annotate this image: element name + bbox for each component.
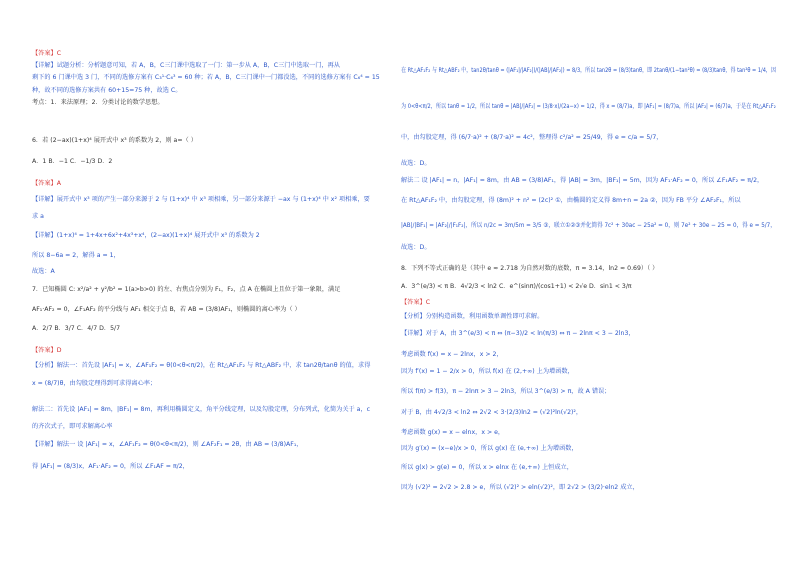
left-text-line: 故选：A (32, 268, 55, 275)
right-text-line: 因为 g′(x) = (x−e)/x > 0，所以 g(x) 在 (e,+∞) 上为增函数， (401, 445, 578, 452)
left-text-line: x = (8/7)θ，由勾股定理得到可求得离心率； (32, 380, 157, 387)
left-text-line: 【答案】A (32, 180, 61, 187)
left-text-line: 种，故不同的选修方案共有 60+15=75 种，故选 C。 (32, 87, 182, 94)
right-text-line: 因为 f′(x) = 1 − 2/x > 0，所以 f(x) 在 (2,+∞) 上为增函数， (401, 368, 574, 375)
right-text-line: |AB|/|BF₁| = |AF₂|/|F₁F₂|，所以 n/2c = 3m/5m = 3/5 ③，联立①②③并化简得 7c² + 30ac − 25a² = 0，则 7e² + 30e − 25 = 0，得 e = 5/7， (401, 222, 776, 229)
right-text-line: 所以 f(π) > f(3)，π − 2lnπ > 3 − 2ln3，所以 3^(e/3) > π，故 A 错误； (401, 388, 611, 395)
right-column (401, 0, 776, 562)
right-text-line: 因为 (√2)² = 2√2 > 2.8 > e，所以 (√2)² > eln(√2)²，即 2√2 > (3/2)·eln2 成立， (401, 484, 639, 491)
right-text-line: 对于 B，由 4√2/3 < ln2 ⇔ 2√2 < 3·(2/3)ln2 = (√2)²ln(√2)²， (401, 409, 583, 416)
left-text-line: AF₁·AF₂ = 0，∠F₁AF₂ 的平分线与 AF₁ 相交于点 B，若 AB = (3/8)AF₁，则椭圆的离心率为（ ） (32, 306, 301, 313)
left-text-line: 【详解】试题分析：分析题意可知，若 A，B，C三门课中选取了一门：第一步从 A，B，C三门中选取一门，再从 (32, 62, 340, 69)
left-text-line: 【详解】展开式中 x³ 项的产生一部分来源于 2 与 (1+x)⁴ 中 x³ 项相乘，另一部分来源于 −ax 与 (1+x)⁴ 中 x² 项相乘，要 (32, 196, 370, 203)
left-text-line: 得 |AF₁| = (8/3)x，AF₁·AF₂ = 0，所以 ∠F₁AF = π/2， (32, 463, 189, 470)
right-text-line: 8．下列不等式正确的是（其中 e ≈ 2.718 为自然对数的底数，π ≈ 3.14，ln2 ≈ 0.69）（ ） (401, 265, 659, 272)
right-text-line: 【详解】对于 A，由 3^(e/3) < π ⇔ (π−3)/2 < ln(π/3) ⇔ π − 2lnπ < 3 − 2ln3， (401, 330, 635, 337)
left-text-line: 【分析】解法一：首先设 |AF₁| = x，∠AF₁F₂ = θ(0<θ<π/2)，在 Rt△AF₁F₂ 与 Rt△ABF₂ 中，求 tan2θ/tanθ 的值，求得 (32, 362, 371, 369)
left-text-line: 所以 8−6a = 2，解得 a = 1， (32, 252, 120, 259)
right-text-line: 故选：D。 (401, 244, 431, 251)
right-text-line: 为 0<θ<π/2，所以 tanθ = 1/2，所以 tanθ = |AB|/|AF₂| = (3/8·x)/(2a−x) = 1/2，得 x = (8/7)a，即 |AF₁| = (8/7)a，所以 |AF₂| = (6/7)a，于是在 Rt△AF₁F₂ (401, 103, 776, 110)
right-text-line: 【答案】C (401, 299, 431, 306)
left-text-line: 7．已知椭圆 C: x²/a² + y²/b² = 1(a>b>0) 的左、右焦点分别为 F₁，F₂，点 A 在椭圆上且位于第一象限，满足 (32, 286, 341, 293)
right-text-line: A．3^(e/3) < π B．4√2/3 < ln2 C．e^(sinπ)/(cos1+1) < 2√e D．sin1 < 3/π (401, 283, 632, 290)
right-text-line: 在 Rt△AF₁F₂ 中，由勾股定理，得 (8m)² + n² = (2c)² ①，由椭圆的定义得 8m+n = 2a ②，因为 FB 平分 ∠AF₂F₁，所以 (401, 197, 741, 204)
left-text-line: 【详解】(1+x)⁴ = 1+4x+6x²+4x³+x⁴，(2−ax)(1+x)⁴ 展开式中 x³ 的系数为 2 (32, 232, 260, 239)
right-text-line: 所以 g(x) > g(e) = 0，所以 x > elnx 在 (e,+∞) 上恒成立， (401, 464, 573, 471)
left-text-line: 6．若 (2−ax)(1+x)⁴ 展开式中 x³ 的系数为 2，则 a=（ ） (32, 137, 197, 144)
left-text-line: 【详解】解法一 设 |AF₁| = x，∠AF₁F₂ = θ(0<θ<π/2)，则 ∠AF₂F₁ = 2θ，由 AB = (3/8)AF₁， (32, 441, 303, 448)
left-text-line: 求 a (32, 213, 44, 220)
left-column (32, 0, 407, 562)
right-text-line: 考虑函数 g(x) = x − elnx，x > e， (401, 429, 505, 436)
left-text-line: A．2/7 B．3/7 C．4/7 D．5/7 (32, 325, 121, 332)
left-text-line: 解法二：首先设 |AF₁| = 8m，|BF₁| = 8m，再利用椭圆定义，角平分线定理，以及勾股定理，分布列式，化简为关于 a，c (32, 406, 371, 413)
right-text-line: 在 Rt△AF₁F₂ 与 Rt△ABF₂ 中，tan2θ/tanθ = (|AF₁|/|AF₂|)/(|AB|/|AF₂|) = 8/3，所以 tan2θ = (8/3)tanθ，即 2tanθ/(1−tan²θ) = (8/3)tanθ，得 tan²θ = 1/4，因 (401, 67, 776, 74)
left-text-line: A．1 B．−1 C．−1/3 D．2 (32, 158, 113, 165)
right-text-line: 中，由勾股定理，得 (6/7·a)² + (8/7·a)² = 4c²，整理得 c²/a² = 25/49，得 e = c/a = 5/7， (401, 134, 663, 141)
right-text-line: 故选：D。 (401, 160, 431, 167)
right-text-line: 考虑函数 f(x) = x − 2lnx，x > 2， (401, 351, 503, 358)
left-text-line: 剩下的 6 门课中选 3 门，不同的选修方案有 C₃¹·C₆³ = 60 种；若 A，B，C三门课中一门都没选，不同的选修方案有 C₆⁴ = 15 (32, 74, 380, 81)
left-text-line: 【答案】D (32, 347, 62, 354)
right-text-line: 解法二 设 |AF₁| = n，|AF₁| = 8m，由 AB = (3/8)AF₁，得 |AB| = 3m，|BF₁| = 5m，因为 AF₁·AF₂ = 0，所以 ∠F₁AF₂ = π/2， (401, 177, 764, 184)
left-text-line: 的齐次式子，即可求解离心率 (32, 423, 113, 430)
right-text-line: 【分析】分别构造函数，利用函数单调性即可求解。 (401, 313, 544, 320)
left-text-line: 考点：1．来法原理；2．分类讨论的数学思想。 (32, 99, 164, 106)
left-text-line: 【答案】C (32, 50, 62, 57)
